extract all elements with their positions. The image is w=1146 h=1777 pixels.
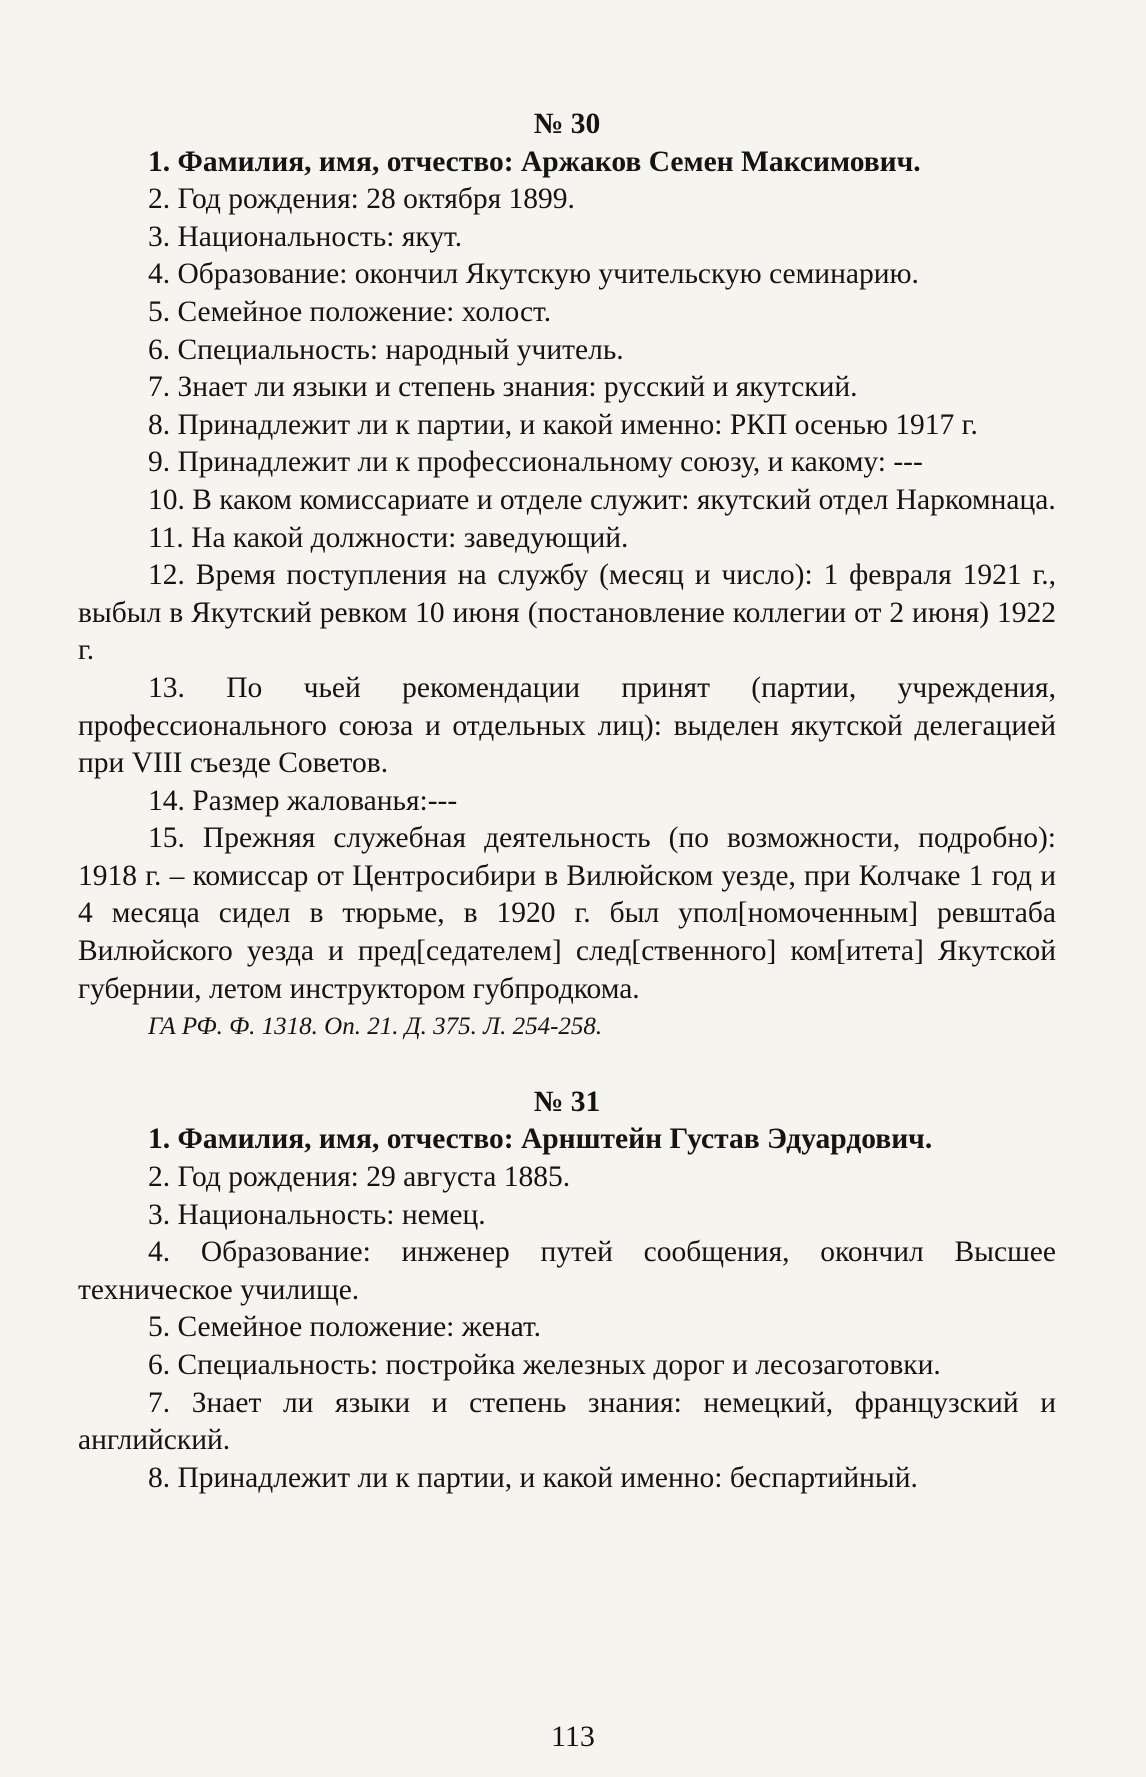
doc-30-archive-source: ГА РФ. Ф. 1318. Оп. 21. Д. 375. Л. 254-258.: [148, 1013, 603, 1041]
doc-31-item-6: 6. Специальность: постройка железных дорог и лесозаготовки.: [148, 1349, 941, 1381]
section-gap: [78, 1046, 1056, 1084]
doc-30-number: № 30: [533, 108, 601, 140]
doc-30-item-15: 15. Прежняя служебная деятельность (по возможности, подробно): 1918 г. – комиссар от Центросибири в Вилюйском уезде, при Колчаке 1 год и 4 месяца сидел в тюрьме, в 1920 г. был упол[номоченным] ревштаба Вилюйского уезда и пред[седателем] след[ственного] ком[итета] Якутской губернии, летом инструктором губпродкома.: [78, 822, 1056, 1005]
doc-30-item-6: 6. Специальность: народный учитель.: [148, 333, 624, 366]
page-text: [78, 106, 1056, 1497]
page-number: 113: [551, 1720, 595, 1753]
doc-30-item-10: 10. В каком комиссариате и отделе служит: якутский отдел Наркомнаца.: [148, 483, 1056, 516]
doc-31-item-2: 2. Год рождения: 29 августа 1885.: [148, 1161, 571, 1194]
doc-30-item-1: 1. Фамилия, имя, отчество: Аржаков Семен Максимович.: [148, 145, 921, 178]
doc-31-item-8: 8. Принадлежит ли к партии, и какой именно: беспартийный.: [148, 1461, 918, 1494]
doc-30-item-4: 4. Образование: окончил Якутскую учительскую семинарию.: [148, 258, 919, 291]
doc-30-item-3: 3. Национальность: якут.: [148, 220, 463, 253]
doc-31-item-1: 1. Фамилия, имя, отчество: Арнштейн Густав Эдуардович.: [148, 1123, 933, 1156]
doc-31-item-4: 4. Образование: инженер путей сообщения, окончил Высшее техническое училище.: [78, 1236, 1056, 1306]
doc-30-item-9: 9. Принадлежит ли к профессиональному союзу, и какому: ---: [148, 446, 923, 479]
doc-31-item-7: 7. Знает ли языки и степень знания: немецкий, французский и английский.: [78, 1386, 1056, 1457]
doc-30-item-12: 12. Время поступления на службу (месяц и число): 1 февраля 1921 г., выбыл в Якутский ревком 10 июня (постановление коллегии от 2 июня) 1922 г.: [78, 559, 1056, 667]
doc-30-item-2: 2. Год рождения: 28 октября 1899.: [148, 183, 575, 216]
doc-30-item-11: 11. На какой должности: заведующий.: [148, 521, 629, 554]
doc-31-item-3: 3. Национальность: немец.: [148, 1198, 486, 1231]
doc-30-item-13: 13. По чьей рекомендации принят (партии, учреждения, профессионального союза и отдельных лиц): выделен якутской делегацией при VIII съезде Советов.: [78, 671, 1056, 780]
doc-30-item-14: 14. Размер жалованья:---: [148, 784, 458, 817]
doc-31-number: № 31: [533, 1085, 601, 1118]
doc-30-item-7: 7. Знает ли языки и степень знания: русский и якутский.: [148, 371, 858, 404]
doc-31-item-5: 5. Семейное положение: женат.: [148, 1311, 542, 1344]
doc-30-item-8: 8. Принадлежит ли к партии, и какой именно: РКП осенью 1917 г.: [148, 408, 978, 441]
doc-30-item-5: 5. Семейное положение: холост.: [148, 295, 552, 328]
